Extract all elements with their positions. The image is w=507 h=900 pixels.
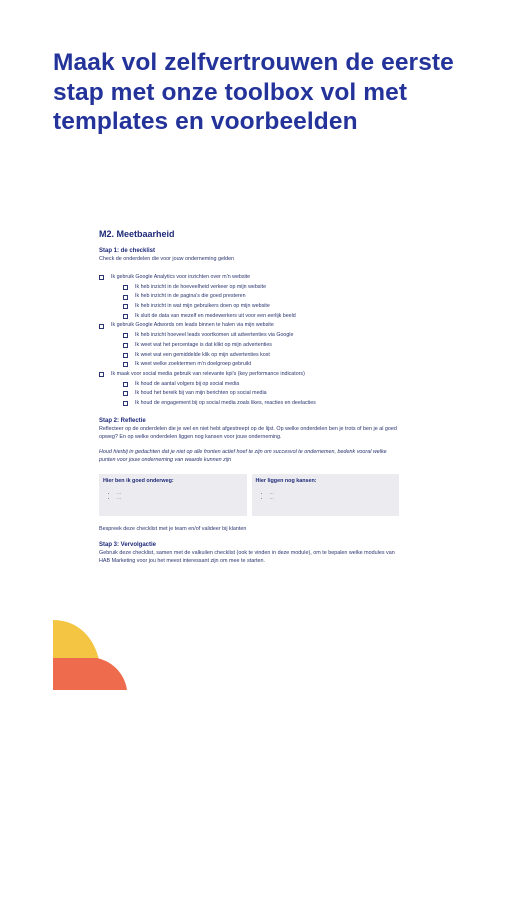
step1-intro: Check de onderdelen die voor jouw onderneming gelden [99,256,235,262]
checklist-item-label: Ik weet wat het percentage is dat klikt op mijn advertenties [135,341,272,348]
step3-body: Gebruik deze checklist, samen met de valkuilen checklist (ook te vinden in deze module), om te bepalen welke modules van HAB Marketing voor jou het meest interessant zijn om mee te starten. [99,549,395,564]
checkbox-icon[interactable] [123,391,128,396]
step3-heading: Stap 3: Vervolgactie [99,541,157,548]
checkbox-icon[interactable] [99,275,104,280]
checkbox-icon[interactable] [123,295,128,300]
checklist-item [99,312,399,322]
checkbox-icon[interactable] [123,314,128,319]
step2-heading: Stap 2: Reflectie [99,417,146,424]
reflection-right-column [252,474,400,516]
checklist-item [99,360,399,370]
checklist-item-label: Ik gebruik Google Adwords om leads binnen te halen via mijn website [111,322,274,329]
checklist-item-label: Ik heb inzicht hoeveel leads voortkomen uit advertenties via Google [135,332,294,339]
reflection-table [99,474,399,516]
hero-title: Maak vol zelfvertrouwen de eerste stap met onze toolbox vol met templates en voorbeelden [53,49,454,135]
document-preview [88,222,413,612]
step1-heading: Stap 1: de checklist [99,248,156,254]
decorative-shapes [53,620,127,690]
checklist-item-label: Ik sluit de data van mezelf en medewerkers uit voor een eerlijk beeld [135,312,296,319]
checklist-item [99,370,399,380]
checklist-item [99,389,399,399]
checklist-item-label: Ik gebruik Google Analytics voor inzichten over m'n website [111,274,251,280]
checklist-item-label: Ik weet wat een gemiddelde klik op mijn advertenties kost [135,351,270,358]
checkbox-icon[interactable] [123,362,128,367]
checklist-item [99,292,399,302]
checklist-item [99,380,399,390]
reflection-right-heading: Hier liggen nog kansen: [255,477,317,484]
list-item: • ... [270,491,396,497]
checkbox-icon[interactable] [99,324,104,329]
checklist-item-label: Ik heb inzicht in de pagina's die goed presteren [135,293,246,300]
orange-shape [53,658,127,690]
checklist-item [99,283,399,293]
checkbox-icon[interactable] [123,285,128,290]
reflection-left-column [99,474,247,516]
list-item: • ... [117,491,243,497]
checklist-item [99,341,399,351]
checkbox-icon[interactable] [123,401,128,406]
checklist-item-label: Ik heb inzicht in de hoeveelheid verkeer op mijn website [135,283,267,290]
checklist-item-label: Ik houd het bereik bij van mijn berichten op social media [135,390,267,397]
checklist-item [99,273,399,283]
checklist-item-label: Ik houd de engagement bij op social media zoals likes, reacties en deelacties [135,399,316,406]
list-item: • ... [117,496,243,502]
checkbox-icon[interactable] [123,304,128,309]
checkbox-icon[interactable] [123,343,128,348]
reflection-right-list [270,491,396,502]
checklist [99,273,399,409]
checkbox-icon[interactable] [123,382,128,387]
checklist-item [99,351,399,361]
yellow-shape [53,620,99,660]
checklist-item [99,399,399,409]
checkbox-icon[interactable] [123,353,128,358]
checkbox-icon[interactable] [123,333,128,338]
checklist-item-label: Ik heb inzicht in wat mijn gebruikers doen op mijn website [135,303,270,310]
reflection-left-list [117,491,243,502]
checklist-item [99,331,399,341]
checklist-item [99,321,399,331]
step2-note: Houd hierbij in gedachten dat je niet op alle fronten actief hoef te zijn om succesvol te ondernemen, bedenk vooral welke punten voor jouw onderneming van waarde kunnen zijn [99,448,387,463]
reflection-left-heading: Hier ben ik goed onderweg: [103,477,174,484]
checklist-item-label: Ik maak voor social media gebruik van relevante kpi's (key performance indicators) [111,370,305,377]
checkbox-icon[interactable] [99,372,104,377]
discuss-text: Bespreek deze checklist met je team en/of valideer bij klanten [99,525,247,532]
module-title: M2. Meetbaarheid [99,229,175,239]
checklist-item [99,302,399,312]
list-item: • ... [270,496,396,502]
checklist-item-label: Ik houd de aantal volgers bij op social media [135,380,240,387]
checklist-item-label: Ik weet welke zoektermen m'n doelgroep gebruikt [135,361,252,368]
step2-body: Reflecteer op de onderdelen die je wel en niet hebt afgestreept op de lijst. Op welke onderdelen ben je trots of ben je al goed opweg? En op welke onderdelen liggen nog kansen voor jouw onderneming. [99,425,397,440]
